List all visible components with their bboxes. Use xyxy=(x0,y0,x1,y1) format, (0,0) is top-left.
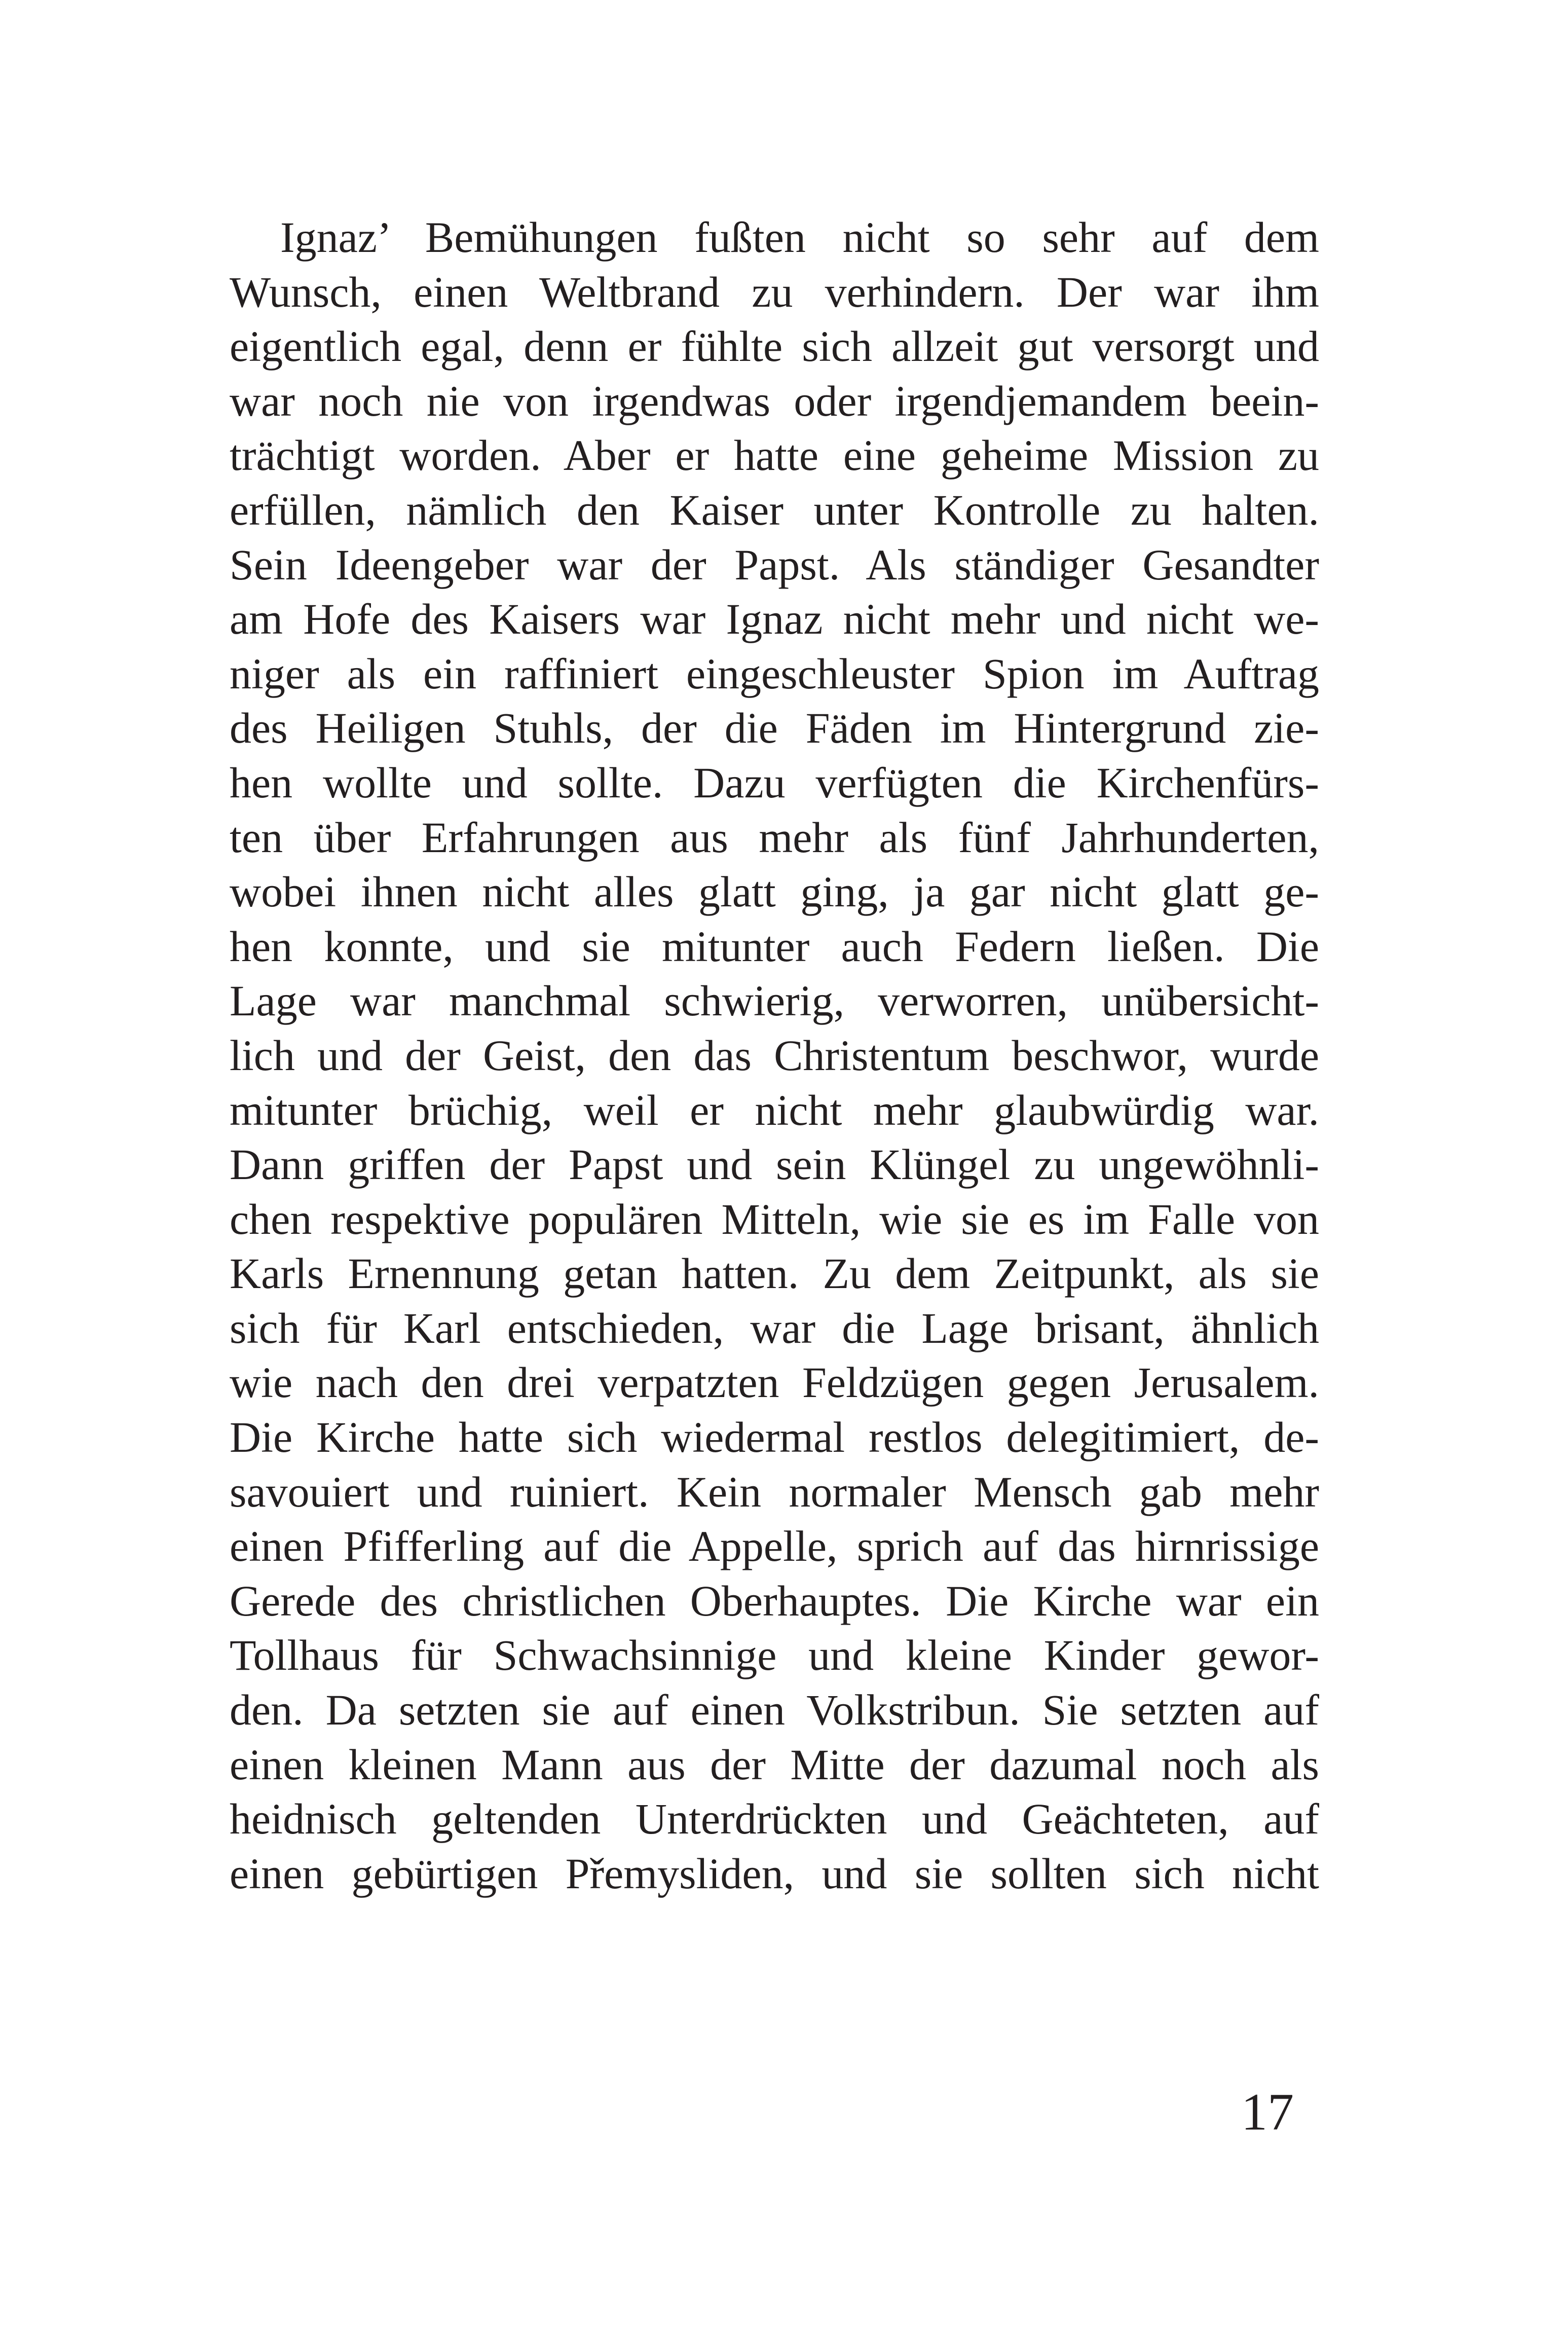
text-line: einen kleinen Mann aus der Mitte der dazumal noch als xyxy=(230,1740,1319,1789)
text-line: ten über Erfahrungen aus mehr als fünf Jahrhunderten, xyxy=(230,813,1319,862)
text-line: Dann griffen der Papst und sein Klüngel zu ungewöhnli- xyxy=(230,1140,1319,1189)
text-line: mitunter brüchig, weil er nicht mehr glaubwürdig war. xyxy=(230,1085,1319,1134)
text-line: hen konnte, und sie mitunter auch Federn ließen. Die xyxy=(230,922,1319,971)
page-number: 17 xyxy=(1241,2083,1294,2141)
text-line: eigentlich egal, denn er fühlte sich allzeit gut versorgt und xyxy=(230,322,1319,371)
text-line: erfüllen, nämlich den Kaiser unter Kontrolle zu halten. xyxy=(230,485,1319,534)
text-line: des Heiligen Stuhls, der die Fäden im Hintergrund zie- xyxy=(230,704,1319,753)
text-line: hen wollte und sollte. Dazu verfügten die Kirchenfürs- xyxy=(230,758,1319,807)
text-line: den. Da setzten sie auf einen Volkstribun. Sie setzten auf xyxy=(230,1685,1319,1735)
body-text xyxy=(230,210,1319,1901)
text-line: lich und der Geist, den das Christentum beschwor, wurde xyxy=(230,1031,1319,1080)
text-line: wobei ihnen nicht alles glatt ging, ja gar nicht glatt ge- xyxy=(230,867,1319,916)
text-line: Wunsch, einen Weltbrand zu verhindern. Der war ihm xyxy=(230,267,1319,316)
text-line: Ignaz’ Bemühungen fußten nicht so sehr auf dem xyxy=(280,213,1319,262)
text-line: einen Pfifferling auf die Appelle, sprich auf das hirnrissige xyxy=(230,1522,1319,1571)
text-line: am Hofe des Kaisers war Ignaz nicht mehr und nicht we- xyxy=(230,595,1319,644)
text-line: Gerede des christlichen Oberhauptes. Die Kirche war ein xyxy=(230,1576,1319,1625)
text-line: wie nach den drei verpatzten Feldzügen gegen Jerusalem. xyxy=(230,1358,1319,1407)
text-line: chen respektive populären Mitteln, wie sie es im Falle von xyxy=(230,1194,1319,1243)
text-line: war noch nie von irgendwas oder irgendjemandem beein- xyxy=(230,376,1319,425)
text-line: savouiert und ruiniert. Kein normaler Mensch gab mehr xyxy=(230,1467,1319,1516)
text-line: Lage war manchmal schwierig, verworren, unübersicht- xyxy=(230,976,1319,1025)
text-line: niger als ein raffiniert eingeschleuster Spion im Auftrag xyxy=(230,649,1319,698)
text-line: Karls Ernennung getan hatten. Zu dem Zeitpunkt, als sie xyxy=(230,1249,1319,1298)
text-line: Die Kirche hatte sich wiedermal restlos delegitimiert, de- xyxy=(230,1413,1319,1462)
text-line: heidnisch geltenden Unterdrückten und Geächteten, auf xyxy=(230,1794,1319,1844)
text-line: sich für Karl entschieden, war die Lage brisant, ähnlich xyxy=(230,1303,1319,1352)
text-line: trächtigt worden. Aber er hatte eine geheime Mission zu xyxy=(230,431,1319,480)
text-line: Tollhaus für Schwachsinnige und kleine Kinder gewor- xyxy=(230,1631,1319,1680)
text-line: Sein Ideengeber war der Papst. Als ständiger Gesandter xyxy=(230,540,1319,589)
text-line: einen gebürtigen Přemysliden, und sie sollten sich nicht xyxy=(230,1849,1319,1898)
